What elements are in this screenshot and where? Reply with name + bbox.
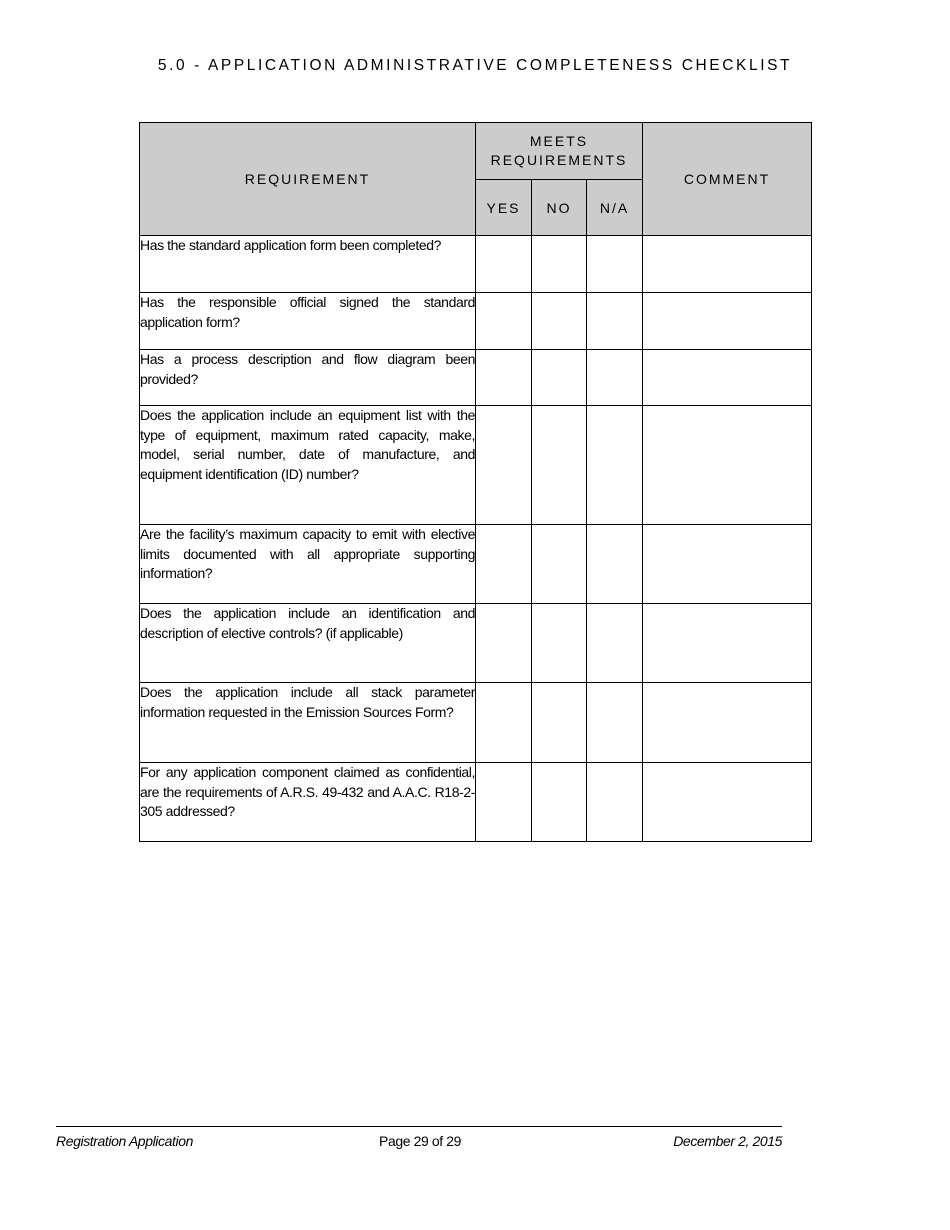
na-cell[interactable] xyxy=(587,293,643,350)
footer-page-number: Page 29 of 29 xyxy=(379,1133,461,1149)
table-row xyxy=(140,293,812,350)
meets-requirements-header: MEETS REQUIREMENTS xyxy=(476,123,643,180)
na-cell[interactable] xyxy=(587,236,643,293)
footer-divider xyxy=(56,1126,782,1127)
no-header: NO xyxy=(532,180,587,236)
yes-cell[interactable] xyxy=(476,406,532,525)
requirement-cell: Has the standard application form been completed? xyxy=(140,236,476,293)
comment-cell[interactable] xyxy=(643,293,812,350)
footer-date: December 2, 2015 xyxy=(673,1133,782,1149)
page-title: 5.0 - APPLICATION ADMINISTRATIVE COMPLETENESS CHECKLIST xyxy=(157,57,793,74)
requirement-cell: Does the application include all stack parameter information requested in the Emission Sources Form? xyxy=(140,683,476,763)
comment-cell[interactable] xyxy=(643,350,812,406)
comment-header: COMMENT xyxy=(643,123,812,236)
na-cell[interactable] xyxy=(587,604,643,683)
comment-cell[interactable] xyxy=(643,763,812,842)
yes-cell[interactable] xyxy=(476,236,532,293)
yes-cell[interactable] xyxy=(476,763,532,842)
no-cell[interactable] xyxy=(532,525,587,604)
no-cell[interactable] xyxy=(532,763,587,842)
comment-cell[interactable] xyxy=(643,604,812,683)
na-cell[interactable] xyxy=(587,406,643,525)
table-row xyxy=(140,683,812,763)
comment-cell[interactable] xyxy=(643,683,812,763)
na-cell[interactable] xyxy=(587,350,643,406)
yes-cell[interactable] xyxy=(476,604,532,683)
yes-cell[interactable] xyxy=(476,525,532,604)
table-row xyxy=(140,236,812,293)
no-cell[interactable] xyxy=(532,236,587,293)
comment-cell[interactable] xyxy=(643,525,812,604)
na-header: N/A xyxy=(587,180,643,236)
no-cell[interactable] xyxy=(532,350,587,406)
requirement-cell: For any application component claimed as confidential, are the requirements of A.R.S. 49-432 and A.A.C. R18-2-305 addressed? xyxy=(140,763,476,842)
no-cell[interactable] xyxy=(532,293,587,350)
table-row xyxy=(140,763,812,842)
na-cell[interactable] xyxy=(587,763,643,842)
requirement-cell: Does the application include an identification and description of elective controls? (if applicable) xyxy=(140,604,476,683)
yes-header: YES xyxy=(476,180,532,236)
na-cell[interactable] xyxy=(587,683,643,763)
footer-document-title: Registration Application xyxy=(56,1133,193,1149)
table-row xyxy=(140,350,812,406)
table-row xyxy=(140,406,812,525)
table-row xyxy=(140,604,812,683)
requirement-cell: Has a process description and flow diagram been provided? xyxy=(140,350,476,406)
na-cell[interactable] xyxy=(587,525,643,604)
yes-cell[interactable] xyxy=(476,293,532,350)
no-cell[interactable] xyxy=(532,406,587,525)
requirement-cell: Are the facility’s maximum capacity to emit with elective limits documented with all appropriate supporting information? xyxy=(140,525,476,604)
requirement-cell: Does the application include an equipment list with the type of equipment, maximum rated capacity, make, model, serial number, date of manufacture, and equipment identification (ID) number? xyxy=(140,406,476,525)
table-row xyxy=(140,525,812,604)
no-cell[interactable] xyxy=(532,683,587,763)
no-cell[interactable] xyxy=(532,604,587,683)
yes-cell[interactable] xyxy=(476,350,532,406)
requirement-cell: Has the responsible official signed the standard application form? xyxy=(140,293,476,350)
checklist-table xyxy=(139,122,812,842)
requirement-header: REQUIREMENT xyxy=(140,123,476,236)
comment-cell[interactable] xyxy=(643,406,812,525)
yes-cell[interactable] xyxy=(476,683,532,763)
comment-cell[interactable] xyxy=(643,236,812,293)
